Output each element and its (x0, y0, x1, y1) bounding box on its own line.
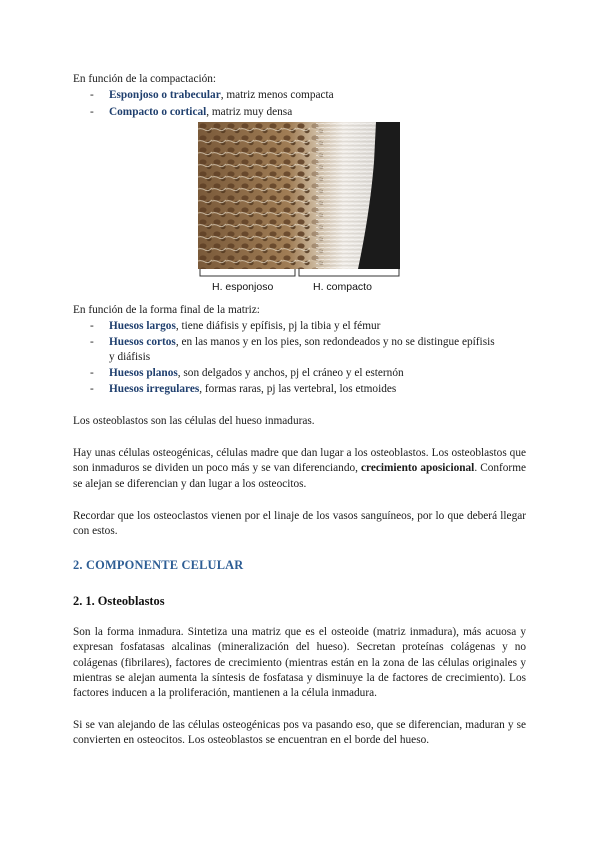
figure-brackets (198, 268, 402, 280)
term-description: , tiene diáfisis y epífisis, pj la tibia y el fémur (175, 320, 381, 332)
term-spongy: Esponjoso o trabecular (109, 89, 221, 101)
compaction-intro: En función de la compactación: (73, 73, 217, 85)
list-dash: - (90, 106, 94, 118)
shape-intro: En función de la forma final de la matriz: (73, 304, 260, 316)
paragraph-text: Hay unas células osteogénicas, células madre que dan lugar a los osteoblastos. Los osteoblastos que son inmaduros se dividen un poco más y se van diferenciando, (73, 447, 526, 475)
paragraph-differentiation: Si se van alejando de las células osteogénicas pos va pasando eso, que se diferencian, maduran y se convierten en osteocitos. Los osteoblastos se encuentran en el borde del hueso. (73, 719, 526, 747)
term-description: , en las manos y en los pies, son redondeados y no se distingue epífisis (175, 336, 495, 348)
term-description: , formas raras, pj las vertebral, los etmoides (199, 383, 397, 395)
caption-compact: H. compacto (313, 281, 372, 293)
term-description-continued: y diáfisis (109, 351, 151, 363)
term-appositional-growth: crecimiento aposicional (361, 462, 475, 475)
term-long-bones: Huesos largos (109, 320, 176, 332)
section-heading: 2. COMPONENTE CELULAR (73, 558, 244, 572)
subsection-heading: 2. 1. Osteoblastos (73, 594, 165, 608)
paragraph-osteoclasts: Recordar que los osteoclastos vienen por el linaje de los vasos sanguíneos, por lo que deberá llegar con estos. (73, 510, 526, 538)
paragraph-osteogenic (73, 446, 526, 492)
caption-spongy: H. esponjoso (212, 281, 274, 293)
list-dash: - (90, 336, 94, 348)
list-dash: - (90, 89, 94, 101)
term-description: , matriz menos compacta (220, 89, 334, 101)
paragraph-immature-form: Son la forma inmadura. Sintetiza una matriz que es el osteoide (matriz inmadura), más acuosa y expresan fosfatasas alcalinas (mineralización del hueso). Secretan proteínas colágenas y no colágenas (fibrilares), factores de crecimiento (mientras están en la zona de las células originales y mientras se alejan aumenta la síntesis de fosfatasa y disminuye la de factores de crecimiento). Los factores inducen a la proliferación, mantienen a la célula inmadura. (73, 626, 526, 700)
term-flat-bones: Huesos planos (109, 367, 178, 379)
term-description: , matriz muy densa (206, 106, 293, 118)
paragraph-osteoblasts: Los osteoblastos son las células del hueso inmaduras. (73, 415, 315, 427)
list-dash: - (90, 320, 94, 332)
term-short-bones: Huesos cortos (109, 336, 176, 348)
term-compact: Compacto o cortical (109, 106, 207, 118)
term-irregular-bones: Huesos irregulares (109, 383, 200, 395)
list-dash: - (90, 367, 94, 379)
list-dash: - (90, 383, 94, 395)
bone-photo (198, 122, 400, 269)
term-description: , son delgados y anchos, pj el cráneo y el esternón (177, 367, 404, 379)
paragraph-text: . Conforme se alejan se diferencian y dan lugar a los osteocitos. (73, 462, 526, 490)
